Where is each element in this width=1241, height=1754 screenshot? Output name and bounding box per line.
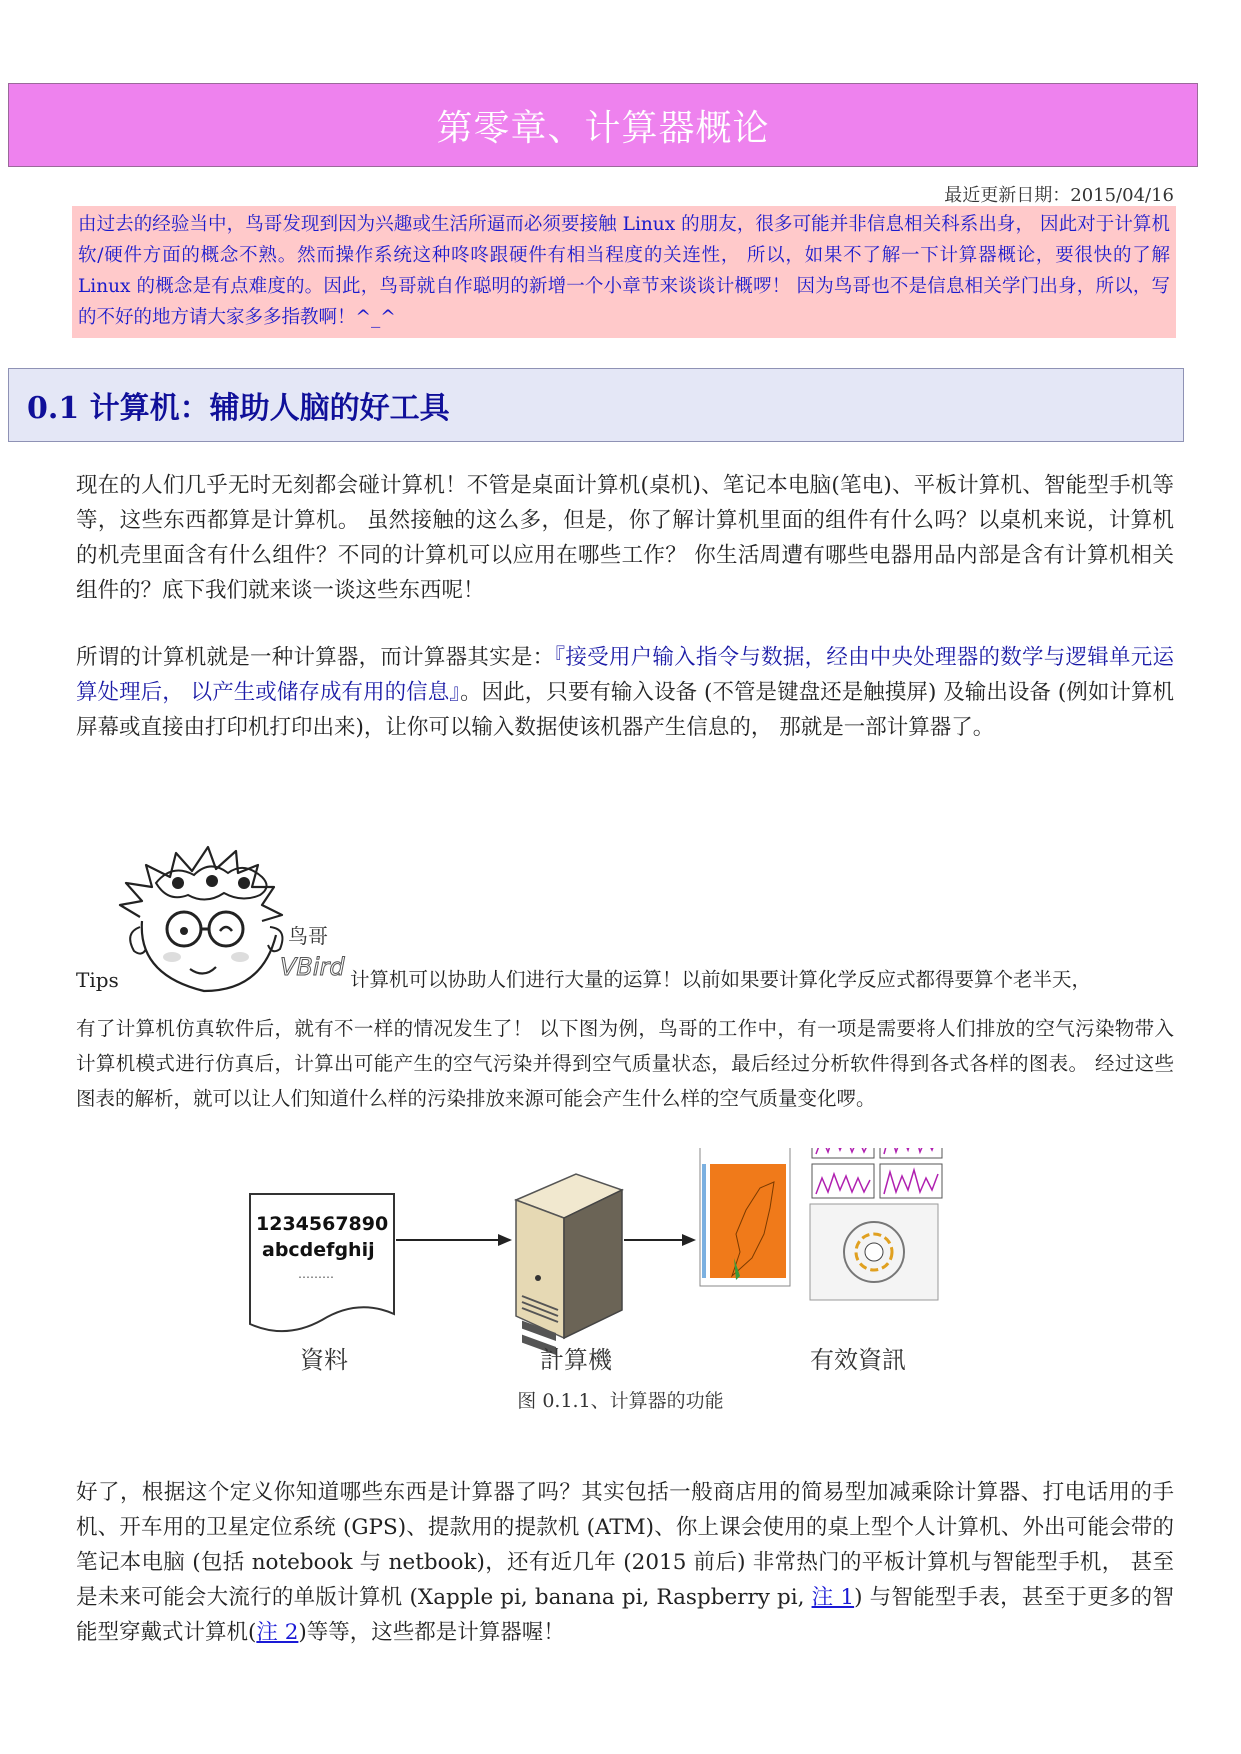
examples-prefix: 好了，根据这个定义你知道哪些东西是计算器了吗？其实包括一般商店用的简易型加减乘除计算器、打电话用的手机、开车用的卫星定位系统 (GPS)、提款用的提款机 (ATM)、你上课会使用的桌上型个人计算机、外出可能会带的笔记本电脑 (包括 notebook 与 netbook)，还有近几年 (2015 前后) 非常热门的平板计算机与智能型手机， 甚至是未来可能会大流行的单版计算机 (Xapple pi, banana pi, Raspberry pi,: [76, 1480, 1174, 1610]
examples-middle: ) 与智能型手表，甚至于更多的智能型穿戴式计算机(: [76, 1585, 1175, 1645]
figure-label-input: 資料: [300, 1346, 348, 1374]
mascot-name-text: 鸟哥: [288, 924, 328, 948]
note-2-link[interactable]: 注 2: [256, 1620, 299, 1645]
document-line-letters: abcdefghij: [262, 1239, 375, 1261]
paragraph-examples: [76, 1475, 1174, 1650]
mascot-signature-text: VBird: [280, 953, 345, 981]
definition-prefix: 所谓的计算机就是一种计算器，而计算器其实是：: [76, 645, 555, 670]
definition-suffix: 。因此，只要有输入设备 (不管是键盘还是触摸屏) 及输出设备 (例如计算机屏幕或直接由打印机打印出来)，让你可以输入数据使该机器产生信息的， 那就是一部计算器了。: [76, 680, 1175, 740]
preface-text: 由过去的经验当中，鸟哥发现到因为兴趣或生活所逼而必须要接触 Linux 的朋友，很多可能并非信息相关科系出身， 因此对于计算机软/硬件方面的概念不熟。然而操作系统这种咚咚跟硬件有相当程度的关连性， 所以，如果不了解一下计算器概论，要很快的了解 Linux 的概念是有点难度的。因此，鸟哥就自作聪明的新增一个小章节来谈谈计概啰！ 因为鸟哥也不是信息相关学门出身，所以，写的不好的地方请大家多多指教啊！^_^: [78, 214, 1170, 328]
examples-suffix: )等等，这些都是计算器喔！: [298, 1620, 565, 1645]
definition-highlight: 『接受用户输入指令与数据，经由中央处理器的数学与逻辑单元运算处理后， 以产生或储存成有用的信息』: [76, 645, 1174, 705]
paragraph-intro-text: 现在的人们几乎无时无刻都会碰计算机！不管是桌面计算机(桌机)、笔记本电脑(笔电)、平板计算机、智能型手机等等，这些东西都算是计算机。 虽然接触的这么多，但是，你了解计算机里面的组件有什么吗？以桌机来说，计算机的机壳里面含有什么组件？不同的计算机可以应用在哪些工作？ 你生活周遭有哪些电器用品内部是含有计算机相关组件的？底下我们就来谈一谈这些东西呢！: [76, 473, 1174, 603]
chapter-banner: [8, 83, 1198, 167]
figure-caption: 图 0.1.1、计算器的功能: [517, 1390, 724, 1412]
vbird-mascot-icon: [112, 825, 348, 995]
tips-label: Tips: [76, 968, 119, 992]
output-charts-icon: [812, 1148, 942, 1198]
tips-body: 有了计算机仿真软件后，就有不一样的情况发生了！ 以下图为例，鸟哥的工作中，有一项是需要将人们排放的空气污染物带入计算机模式进行仿真后，计算出可能产生的空气污染并得到空气质量状态，最后经过分析软件得到各式各样的图表。 经过这些图表的解析，就可以让人们知道什么样的污染排放来源可能会产生什么样的空气质量变化啰。: [76, 1017, 1174, 1110]
note-1-link[interactable]: 注 1: [811, 1585, 855, 1610]
tips-first-line: 计算机可以协助人们进行大量的运算！以前如果要计算化学反应式都得要算个老半天，: [350, 968, 1092, 991]
figure-label-computer: 計算機: [540, 1346, 612, 1374]
preface-box: [72, 206, 1176, 338]
output-map-icon: [700, 1148, 790, 1286]
paragraph-definition: [76, 640, 1174, 745]
document-line-numbers: 1234567890: [256, 1213, 389, 1235]
update-date: 最近更新日期：2015/04/16: [944, 185, 1174, 206]
server-icon: [516, 1174, 622, 1355]
section-banner: [8, 368, 1184, 442]
output-cycle-diagram-icon: [810, 1204, 938, 1300]
chapter-title: 第零章、计算器概论: [436, 107, 770, 149]
section-title: 0.1 计算机：辅助人脑的好工具: [27, 391, 450, 426]
document-line-dots: ………: [298, 1267, 334, 1281]
paragraph-intro: [76, 468, 1174, 608]
figure-label-output: 有效資訊: [810, 1346, 906, 1374]
